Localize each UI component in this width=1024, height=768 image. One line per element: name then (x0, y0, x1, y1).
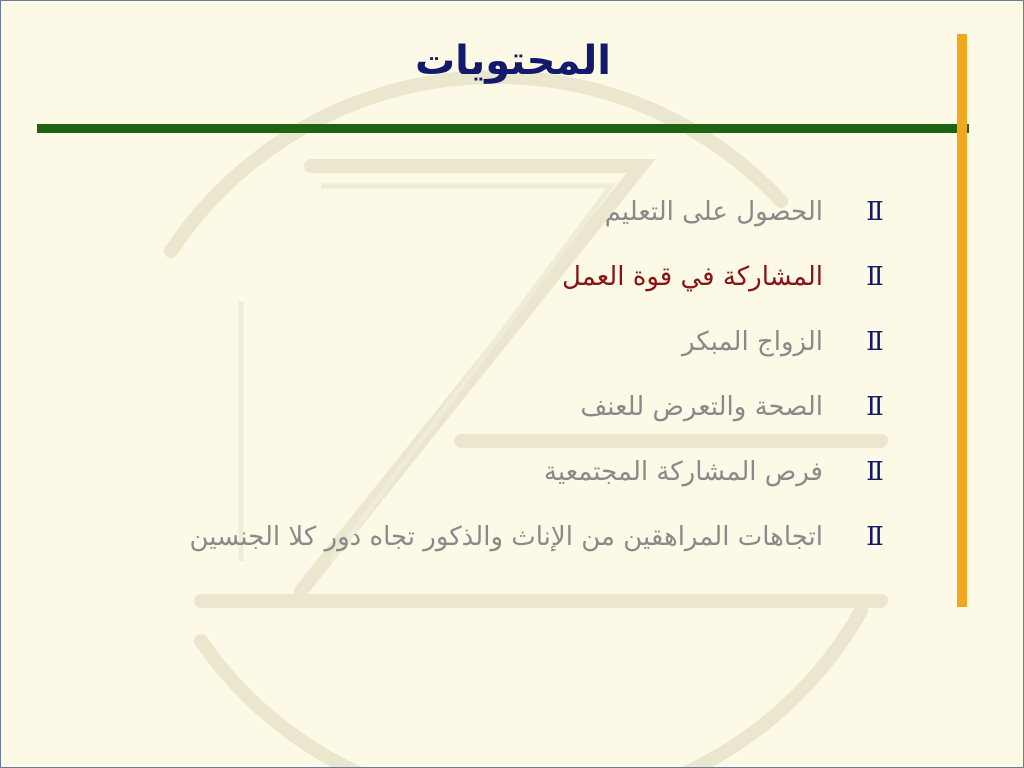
list-item-label: اتجاهات المراهقين من الإناث والذكور تجاه دور كلا الجنسين (189, 522, 823, 552)
list-item-label: الحصول على التعليم (604, 197, 823, 227)
list-item-label: الصحة والتعرض للعنف (580, 392, 823, 422)
vertical-rule (957, 34, 967, 607)
contents-list (189, 181, 895, 571)
horizontal-rule (37, 124, 969, 133)
list-item (189, 246, 895, 311)
bullet-icon: Ⅱ (866, 457, 884, 487)
list-item-label: المشاركة في قوة العمل (562, 262, 823, 292)
bullet-icon: Ⅱ (866, 197, 884, 227)
list-item-label: الزواج المبكر (681, 327, 823, 357)
list-item-label: فرص المشاركة المجتمعية (543, 457, 823, 487)
bullet-icon: Ⅱ (866, 262, 884, 292)
list-item (189, 506, 895, 571)
list-item (189, 376, 895, 441)
list-item (189, 311, 895, 376)
bullet-icon: Ⅱ (866, 392, 884, 422)
list-item (189, 441, 895, 506)
bullet-icon: Ⅱ (866, 522, 884, 552)
bullet-icon: Ⅱ (866, 327, 884, 357)
slide-title: المحتويات (414, 38, 611, 84)
list-item (189, 181, 895, 246)
